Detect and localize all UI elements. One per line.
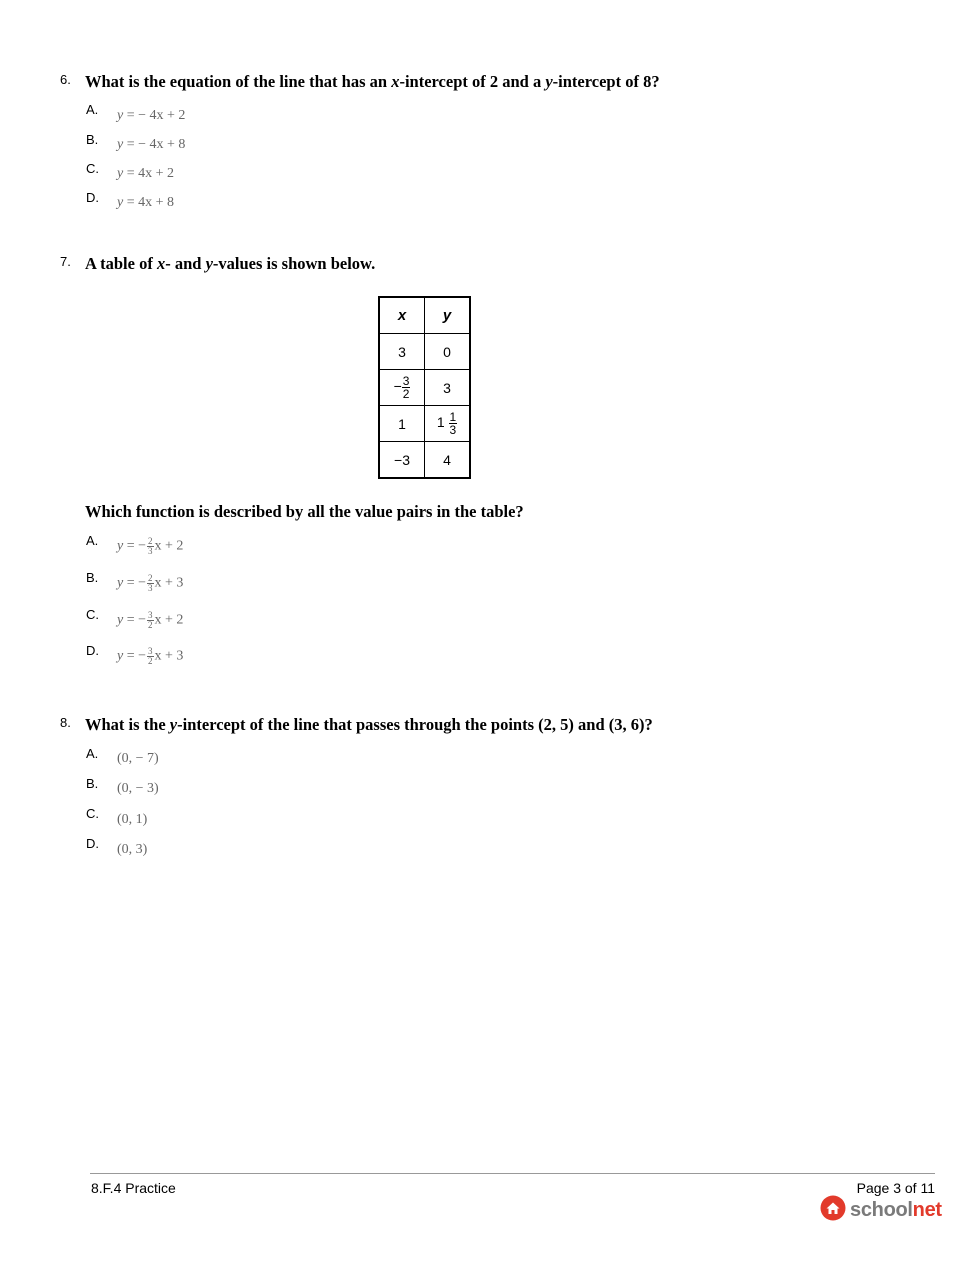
option-letter-c[interactable]: C. <box>86 607 99 622</box>
option-letter-a[interactable]: A. <box>86 533 99 548</box>
table-cell-y: 1 $\frac{1}{3}$ <box>425 406 471 442</box>
option-b-equation[interactable]: y = − $\frac{2}{3}$ x + 3 <box>117 573 184 593</box>
question-followup: Which function is described by all the value pairs in the table? <box>85 502 524 521</box>
table-cell-y: 3 <box>425 370 471 406</box>
xy-values-table <box>378 296 471 479</box>
question-prompt: What is the y-intercept of the line that passes through the points (2, 5) and (3, 6)? <box>85 715 653 734</box>
option-letter-b[interactable]: B. <box>86 570 99 585</box>
table-cell-x: 3 <box>379 334 425 370</box>
table-row <box>379 442 470 479</box>
table-row <box>379 370 470 406</box>
option-d-point[interactable]: (0, 3) <box>117 842 148 857</box>
table-cell-y: 4 <box>425 442 471 479</box>
house-icon <box>820 1195 846 1226</box>
option-a-point[interactable]: (0, − 7) <box>117 751 159 766</box>
option-c-equation[interactable]: y = 4x + 2 <box>117 166 175 181</box>
question-number: 7. <box>60 254 71 269</box>
footer-page-number: Page 3 of 11 <box>856 1180 935 1196</box>
table-cell-x: 1 <box>379 406 425 442</box>
option-letter-c[interactable]: C. <box>86 806 99 821</box>
footer-divider <box>90 1173 935 1174</box>
table-header-x: x <box>379 297 425 334</box>
question-number: 8. <box>60 715 71 730</box>
option-b-equation[interactable]: y = − 4x + 8 <box>117 137 186 152</box>
option-letter-a[interactable]: A. <box>86 746 99 761</box>
option-d-equation[interactable]: y = − $\frac{3}{2}$ x + 3 <box>117 646 184 666</box>
question-number: 6. <box>60 72 71 87</box>
option-a-equation[interactable]: y = − 4x + 2 <box>117 108 186 123</box>
footer-title: 8.F.4 Practice <box>91 1180 176 1196</box>
option-c-point[interactable]: (0, 1) <box>117 812 148 827</box>
option-c-equation[interactable]: y = − $\frac{3}{2}$ x + 2 <box>117 610 184 630</box>
option-d-equation[interactable]: y = 4x + 8 <box>117 195 175 210</box>
table-cell-x: −3 <box>379 442 425 479</box>
table-row <box>379 406 470 442</box>
table-cell-y: 0 <box>425 334 471 370</box>
logo-wordmark: schoolnet <box>850 1199 942 1221</box>
table-cell-x: − $\frac{3}{2}$ <box>379 370 425 406</box>
option-b-point[interactable]: (0, − 3) <box>117 781 159 796</box>
option-letter-c[interactable]: C. <box>86 161 99 176</box>
schoolnet-logo <box>820 1195 942 1226</box>
table-row <box>379 334 470 370</box>
question-prompt: What is the equation of the line that has an x-intercept of 2 and a y-intercept of 8? <box>85 72 660 91</box>
option-letter-b[interactable]: B. <box>86 776 99 791</box>
option-a-equation[interactable]: y = − $\frac{2}{3}$ x + 2 <box>117 536 184 556</box>
option-letter-d[interactable]: D. <box>86 190 99 205</box>
option-letter-d[interactable]: D. <box>86 836 99 851</box>
question-prompt: A table of x- and y-values is shown below. <box>85 254 376 273</box>
option-letter-d[interactable]: D. <box>86 643 99 658</box>
option-letter-a[interactable]: A. <box>86 102 99 117</box>
option-letter-b[interactable]: B. <box>86 132 99 147</box>
table-header-y: y <box>425 297 471 334</box>
